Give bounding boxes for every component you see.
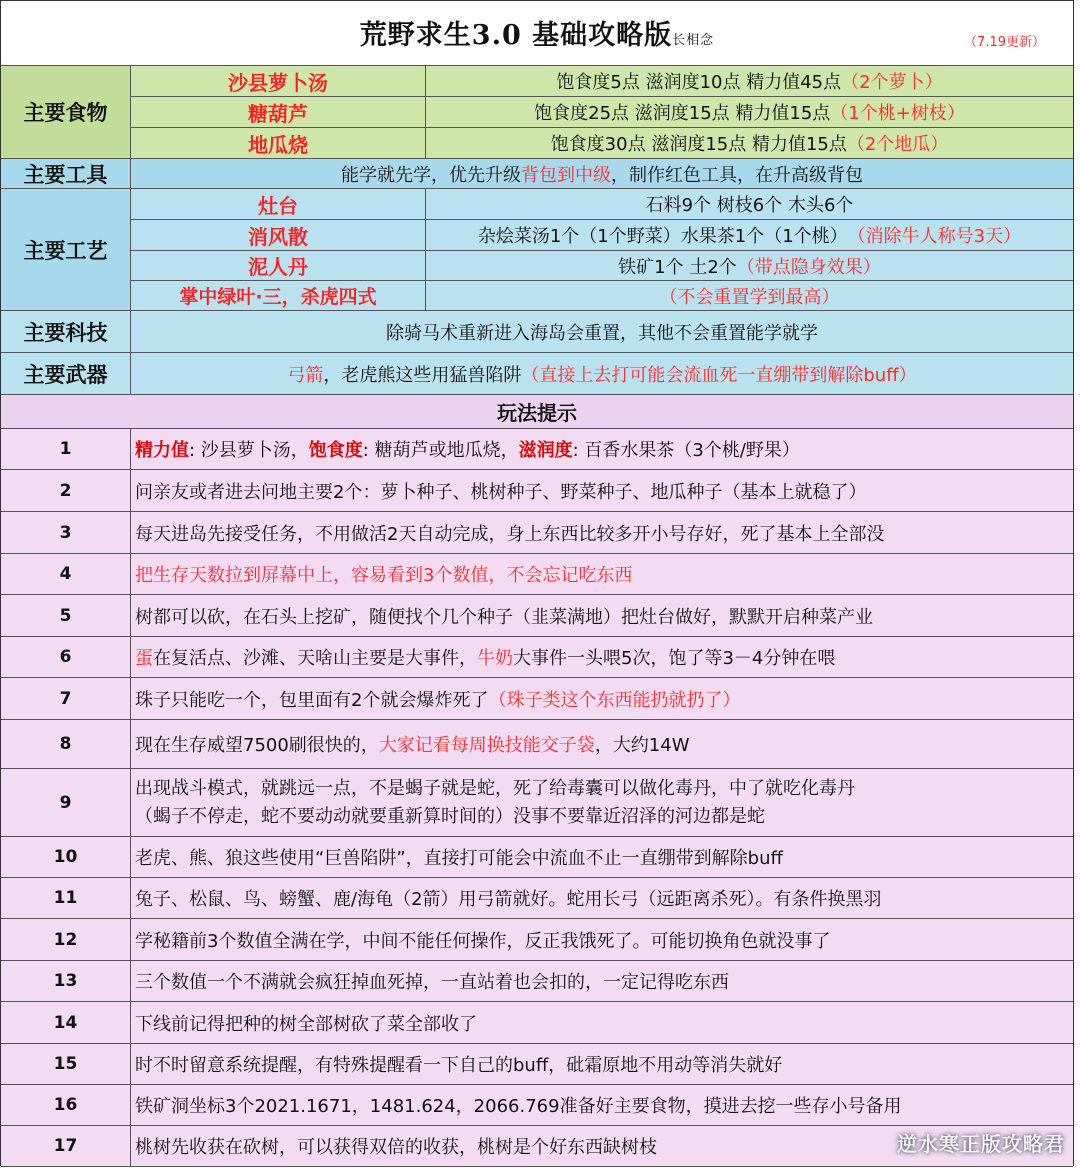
tips-header-row — [1, 395, 1073, 429]
tip-number: 6 — [59, 647, 72, 667]
title-author: 长相念 — [672, 33, 715, 48]
tech-section — [1, 311, 1073, 353]
tip-text: 问亲友或者进去问地主要2个：萝卜种子、桃树种子、野菜种子、地瓜种子（基本上就稳了） — [135, 481, 867, 503]
tip-row — [1, 678, 1073, 720]
tip-number: 5 — [59, 605, 72, 626]
food-row-3 — [131, 128, 1073, 159]
tip-number: 3 — [59, 522, 72, 543]
crafts-label: 主要工艺 — [23, 238, 108, 263]
tools-label: 主要工具 — [23, 162, 108, 187]
craft-name: 掌中绿叶·三，杀虎四式 — [179, 286, 377, 308]
tip-number: 2 — [59, 480, 72, 501]
tools-section — [1, 159, 1073, 189]
tip-text: 珠子只能吃一个，包里面有2个就会爆炸死了 （珠子类这个东西能扔就扔了） — [135, 689, 741, 711]
tip-row — [1, 919, 1073, 961]
food-desc: 饱食度5点 滋润度10点 精力值45点 （2个萝卜） — [556, 72, 943, 93]
title-text: 荒野求生3.0 基础攻略版 — [359, 20, 673, 51]
food-desc: 饱食度30点 滋润度15点 精力值15点 （2个地瓜） — [550, 134, 949, 155]
tip-row — [1, 769, 1073, 837]
title-row — [1, 1, 1073, 66]
tip-row — [1, 429, 1073, 470]
tip-number: 10 — [53, 847, 78, 867]
tip-text: 桃树先收获在砍树，可以获得双倍的收获，桃树是个好东西缺树枝 — [135, 1137, 657, 1158]
tip-row — [1, 637, 1073, 678]
tip-text: 树都可以砍，在石头上挖矿，随便找个几个种子（韭菜满地）把灶台做好，默默开启种菜产业 — [135, 606, 873, 628]
tip-text: 时不时留意系统提醒，有特殊提醒看一下自己的buff，砒霜原地不用动等消失就好 — [135, 1055, 783, 1076]
tip-text: 下线前记得把种的树全部树砍了菜全部收了 — [135, 1013, 477, 1035]
tools-text: 能学就先学，优先升级 背包到中级 ，制作红色工具，在升高级背包 — [341, 164, 863, 186]
tip-row — [1, 512, 1073, 554]
tip-row — [1, 595, 1073, 637]
craft-row-1 — [131, 189, 1073, 220]
food-name: 糖葫芦 — [248, 101, 308, 126]
craft-desc: （不会重置学到最高） — [659, 286, 840, 308]
tip-number: 8 — [59, 734, 72, 754]
tip-number: 1 — [59, 439, 72, 459]
weapons-label: 主要武器 — [23, 362, 108, 387]
tip-number: 17 — [53, 1136, 78, 1156]
food-name: 沙县萝卜汤 — [228, 70, 328, 95]
craft-row-4 — [131, 281, 1073, 311]
tech-label: 主要科技 — [23, 320, 108, 345]
craft-row-3 — [131, 251, 1073, 281]
tip-text: 三个数值一个不满就会疯狂掉血死掉，一直站着也会扣的，一定记得吃东西 — [135, 972, 729, 993]
tip-number: 12 — [53, 929, 78, 950]
tip-number: 13 — [53, 971, 78, 991]
craft-name: 消风散 — [248, 224, 308, 249]
tip-text: 把生存天数拉到屏幕中上，容易看到3个数值，不会忘记吃东西 — [135, 565, 633, 586]
tip-row — [1, 1044, 1073, 1085]
tip-number: 9 — [59, 792, 72, 813]
tip-text: 每天进岛先接受任务，不用做活2天自动完成，身上东西比较多开小号存好，死了基本上全部没 — [135, 523, 885, 545]
tip-text: 兔子、松鼠、鸟、螃蟹、鹿/海龟（2箭）用弓箭就好。蛇用长弓（远距离杀死）。有条件换黑羽 — [135, 889, 882, 910]
tip-row — [1, 837, 1073, 878]
food-name: 地瓜烧 — [248, 132, 308, 157]
tip-number: 16 — [53, 1095, 78, 1115]
craft-desc: 石料9个 树枝6个 木头6个 — [645, 195, 854, 216]
tips-header: 玩法提示 — [497, 401, 577, 425]
update-date: （7.19更新） — [964, 35, 1045, 50]
craft-name: 灶台 — [258, 193, 298, 218]
watermark: 逆水寒正版攻略君 — [897, 1132, 1065, 1156]
tip-number: 11 — [53, 888, 78, 908]
tip-row — [1, 1085, 1073, 1126]
craft-name: 泥人丹 — [248, 255, 308, 279]
tip-text: 学秘籍前3个数值全满在学，中间不能任何操作，反正我饿死了。可能切换角色就没事了 — [135, 930, 831, 952]
food-label: 主要食物 — [23, 101, 108, 125]
craft-desc: 铁矿1个 土2个 （带点隐身效果） — [618, 256, 881, 278]
food-row-1 — [131, 66, 1073, 97]
tip-row — [1, 961, 1073, 1002]
tip-text: 铁矿洞坐标3个2021.1671，1481.624，2066.769准备好主要食物，摸进去挖一些存小号备用 — [135, 1096, 902, 1117]
tip-row — [1, 878, 1073, 919]
tip-row — [1, 720, 1073, 769]
craft-row-2 — [131, 220, 1073, 251]
tech-text: 除骑马术重新进入海岛会重置，其他不会重置能学就学 — [386, 322, 818, 344]
tip-text: 精力值 : 沙县萝卜汤， 饱食度 : 糖葫芦或地瓜烧， 滋润度 : 百香水果茶（3个桃/野果） — [135, 440, 800, 461]
food-desc: 饱食度25点 滋润度15点 精力值15点 （1个桃+树枝） — [534, 103, 965, 124]
weapons-section — [1, 353, 1073, 395]
tip-number: 14 — [53, 1012, 78, 1033]
tip-row — [1, 554, 1073, 595]
tip-number: 15 — [53, 1054, 78, 1074]
page-title — [1, 13, 1073, 52]
tip-text: 老虎、熊、狼这些使用“巨兽陷阱”，直接打可能会中流血不止一直绷带到解除buff — [135, 848, 783, 869]
tip-number: 4 — [59, 564, 72, 584]
food-row-2 — [131, 97, 1073, 128]
craft-desc: 杂烩菜汤1个（1个野菜）水果茶1个（1个桃） （消除牛人称号3天） — [477, 226, 1022, 247]
tip-text: 出现战斗模式，就跳远一点，不是蝎子就是蛇，死了给毒囊可以做化毒丹，中了就吃化毒丹 （蝎子不停走，蛇不要动动就要重新算时间的）没事不要靠近沼泽的河边都是蛇 — [135, 777, 855, 827]
weapons-text: 弓箭 ，老虎熊这些用猛兽陷阱 （直接上去打可能会流血死一直绷带到解除buff） — [287, 364, 917, 386]
tip-text: 现在生存威望7500刷很快的， 大家记看每周换技能交子袋 ，大约14W — [135, 735, 690, 756]
tip-text: 蛋 在复活点、沙滩、天啥山主要是大事件， 牛奶 大事件一头喂5次，饱了等3－4分钟在喂 — [135, 648, 836, 669]
tip-number: 7 — [59, 688, 72, 709]
tip-row — [1, 1002, 1073, 1044]
tip-row — [1, 470, 1073, 512]
